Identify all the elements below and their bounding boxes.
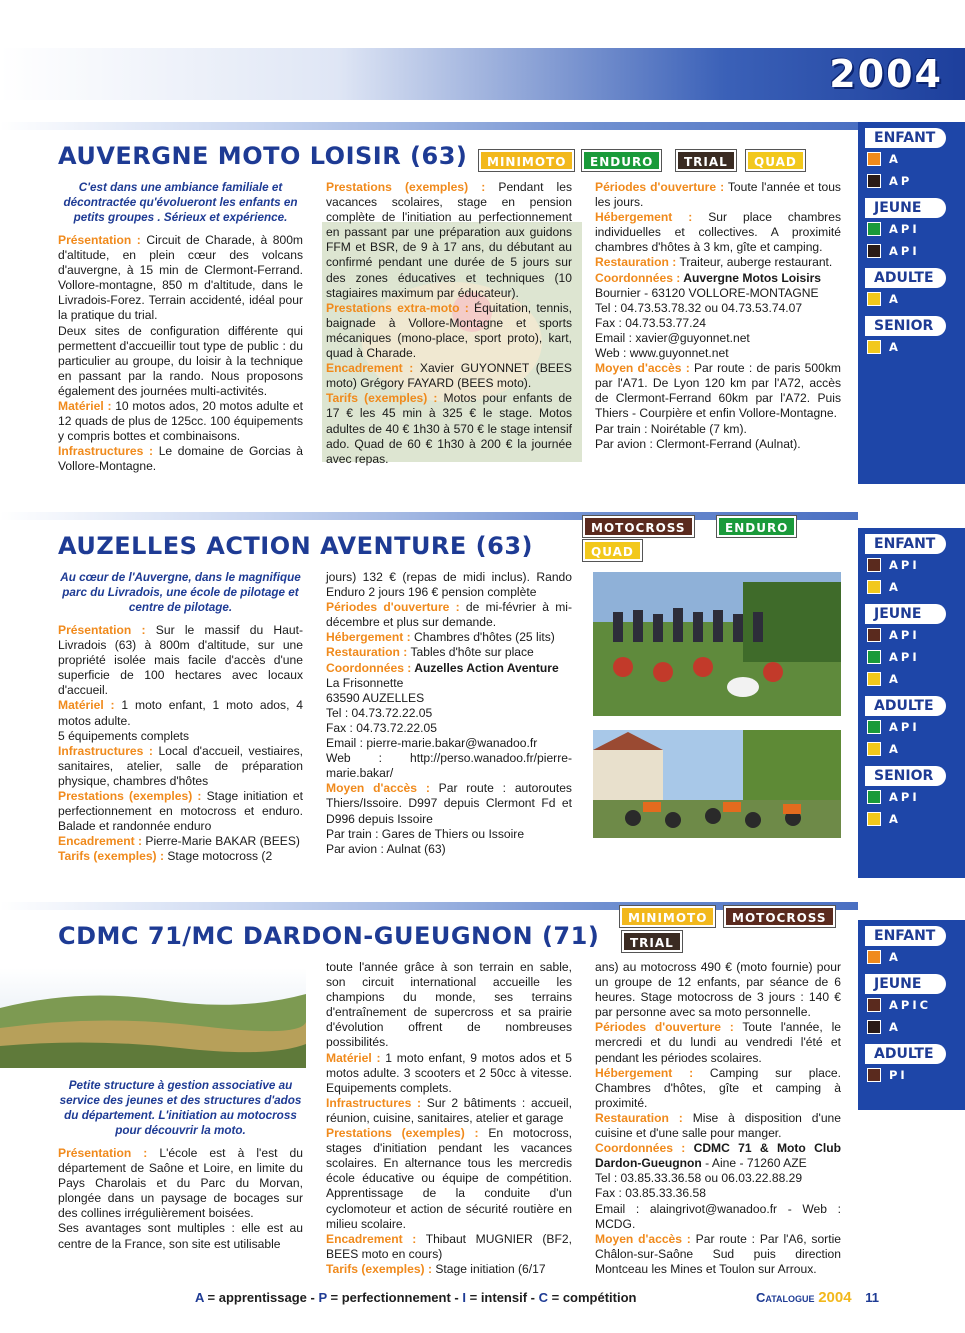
field-text: Fax : 04.73.72.22.05 (326, 720, 437, 735)
level-code: A (889, 950, 901, 964)
level-row (858, 554, 965, 576)
paragraph (595, 316, 841, 331)
field-label: Matériel : (326, 1050, 381, 1065)
paragraph (595, 180, 841, 210)
photo-group-riders (593, 572, 841, 716)
field-text: Par avion : Clermont-Ferrand (Aulnat). (595, 436, 801, 451)
paragraph (326, 180, 572, 301)
level-code: API (889, 628, 920, 642)
level-code: PI (889, 1068, 908, 1082)
level-row (858, 994, 965, 1016)
field-label: Tarifs (exemples) : (58, 849, 164, 864)
field-text: Par train : Gares de Thiers ou Issoire (326, 826, 525, 841)
paragraph (58, 789, 303, 834)
field-text: 5 équipements complets (58, 728, 190, 743)
paragraph (58, 698, 303, 728)
level-sidebar (858, 528, 965, 878)
level-code: A (889, 812, 901, 826)
paragraph (326, 676, 572, 691)
discipline-color-square (867, 672, 881, 686)
paragraph (595, 960, 841, 1020)
field-text: Thibaut MUGNIER (BF2, BEES moto en cours) (326, 1231, 572, 1261)
year-label: 2004 (829, 52, 943, 96)
field-text: 10 motos ados, 20 motos adulte et 12 quads de plus de 125cc. 100 équipements y compris bottes et combinaisons. (58, 399, 303, 444)
tag-minimoto: MINIMOTO (620, 906, 715, 927)
column-1 (58, 180, 303, 475)
field-label: Encadrement : (58, 834, 143, 849)
level-heading: SENIOR (865, 316, 946, 336)
field-text: Par route : autoroutes Thiers/Issoire. D997 depuis Clermont Fd et D996 depuis Issoire (326, 781, 572, 826)
year-band (0, 48, 965, 100)
field-text: Email : xavier@guyonnet.net (595, 330, 750, 345)
paragraph (58, 233, 303, 324)
level-row (858, 240, 965, 262)
level-code: A (889, 1020, 901, 1034)
level-code: A (889, 742, 901, 756)
paragraph (326, 645, 572, 660)
paragraph (326, 570, 572, 600)
column-2 (326, 570, 572, 857)
footer-legend: A = apprentissage - P = perfectionnement - I = intensif - C = compétition (195, 1290, 637, 1305)
paragraph (326, 361, 572, 391)
field-label: Tarifs (exemples) : (326, 391, 438, 406)
field-label: Infrastructures : (58, 444, 154, 459)
paragraph (326, 781, 572, 826)
discipline-color-square (867, 950, 881, 964)
field-label: Restauration : (326, 645, 408, 660)
tag-trial: TRIAL (676, 150, 736, 171)
field-text: Pendant les vacances scolaires, stage en pension complète de l'initiation au perfectionnement en passant par une préparation aux guidons FFM et BSR, de 9 à 17 ans, du débutant au confirmé pendant une durée de 5 jours sur des zones éducatives et techniques (10 stagiaires maximum par éducateur). (326, 180, 572, 300)
paragraph (58, 444, 303, 474)
field-text: Bournier - 63120 VOLLORE-MONTAGNE (595, 285, 819, 300)
field-text: Par avion : Aulnat (63) (326, 841, 446, 856)
field-text: Toute l'année, le mercredi et du lundi au vendredi l'été et pendant les périodes scolaires. (595, 1020, 841, 1065)
field-label: Périodes d'ouverture : (595, 1020, 734, 1035)
paragraph (58, 1221, 303, 1251)
field-text: Tel : 04.73.53.78.32 ou 04.73.53.74.07 (595, 300, 803, 315)
paragraph (595, 1171, 841, 1186)
paragraph (326, 706, 572, 721)
paragraph (595, 437, 841, 452)
field-strong: Auvergne Motos Loisirs (680, 270, 822, 285)
level-row (858, 624, 965, 646)
paragraph (595, 255, 841, 270)
level-code: API (889, 558, 920, 572)
field-text: Pierre-Marie BAKAR (BEES) (142, 834, 300, 849)
level-heading: ENFANT (865, 534, 946, 554)
field-text: Tel : 03.85.33.36.58 ou 06.03.22.88.29 (595, 1171, 803, 1186)
field-text: Par route : Par l'A6, sortie Châlon-sur-Saône Sud puis direction Montceau les Mines et Toulon sur Arroux. (595, 1231, 841, 1276)
field-label: Prestations (exemples) : (326, 1126, 479, 1141)
section-cdmc (0, 900, 965, 1276)
discipline-color-square (867, 720, 881, 734)
level-code: A (889, 340, 901, 354)
level-sidebar (858, 122, 965, 484)
paragraph (326, 1051, 572, 1096)
field-label: Encadrement : (326, 361, 414, 376)
level-row (858, 336, 965, 358)
discipline-color-square (867, 340, 881, 354)
level-heading: ADULTE (865, 696, 946, 716)
field-text: Ses avantages sont multiples : elle est au centre de la France, son site est utilisable (58, 1221, 303, 1251)
field-label: Prestations (exemples) : (326, 180, 486, 194)
column-1 (58, 570, 303, 865)
paragraph (326, 827, 572, 842)
level-row (858, 576, 965, 598)
field-label: Coordonnées : (595, 270, 681, 285)
field-text: Tables d'hôte sur place (407, 645, 534, 660)
field-label: Tarifs (exemples) : (326, 1261, 432, 1276)
field-text: Fax : 04.73.53.77.24 (595, 315, 706, 330)
level-row (858, 288, 965, 310)
field-text: 63590 AUZELLES (326, 690, 425, 705)
field-strong: Auzelles Action Aventure (411, 660, 559, 675)
paragraph (326, 960, 572, 1051)
paragraph (326, 630, 572, 645)
level-code: API (889, 720, 920, 734)
level-heading: ADULTE (865, 268, 946, 288)
section-title: AUVERGNE MOTO LOISIR (63) (58, 142, 468, 170)
field-label: Présentation : (58, 233, 141, 247)
level-code: A (889, 292, 901, 306)
paragraph (595, 210, 841, 255)
field-text: Sur place chambres individuelles et collectives. A proximité chambres d'hôtes à 3 km, gîte et camping. (595, 210, 841, 255)
field-label: Périodes d'ouverture : (595, 180, 725, 194)
field-text: Deux sites de configuration différente qui permettent d'accueillir tout type de public : du particulier au groupe, du loisir à la technique en passant par la rando. Nous proposons également des journées multi-activités. (58, 323, 303, 398)
field-text: Local d'accueil, vestiaires, sanitaires, atelier, salle de préparation physique, chambres d'hôtes (58, 743, 303, 788)
field-text: Xavier GUYONNET (BEES moto) Grégory FAYARD (BEES moto). (326, 361, 572, 391)
paragraph (58, 324, 303, 399)
level-code: A (889, 672, 901, 686)
field-text: En motocross, stages d'initiation pendant les vacances scolaires. En alternance tous les mercredis école éducative ou équipe de compétition. Apprentissage de la conduite d'un cyclomoteur et action de sécurité routière en milieu scolaire. (326, 1126, 572, 1231)
level-code: A (889, 580, 901, 594)
level-row (858, 668, 965, 690)
field-text: Tel : 04.73.72.22.05 (326, 705, 433, 720)
discipline-color-square (867, 580, 881, 594)
discipline-color-square (867, 812, 881, 826)
field-label: Hébergement : (595, 210, 693, 225)
tag-enduro: ENDURO (717, 516, 796, 537)
paragraph (326, 691, 572, 706)
discipline-color-square (867, 292, 881, 306)
paragraph (595, 1141, 841, 1171)
column-3 (595, 960, 841, 1277)
field-text: Sur 2 bâtiments : accueil, réunion, cuisine, sanitaires, atelier et garage (326, 1095, 572, 1125)
field-text: ans) au motocross 490 € (moto fournie) pour un groupe de 12 enfants, par séance de 6 heures. Stage motocross de 3 jours : 140 € par personne avec sa moto personnelle. (595, 960, 841, 1020)
field-text: Fax : 03.85.33.36.58 (595, 1186, 706, 1201)
level-row (858, 1064, 965, 1086)
paragraph (595, 301, 841, 316)
paragraph (326, 842, 572, 857)
tag-enduro: ENDURO (582, 150, 661, 171)
paragraph (595, 1020, 841, 1065)
field-label: Matériel : (58, 399, 112, 414)
field-label: Moyen d'accès : (595, 1231, 691, 1246)
field-text: Circuit de Charade, à 800m d'altitude, en plein cœur des volcans d'auvergne, à 15 min de Clermont-Ferrand. Vollore-montagne, 850 m d'altitude, dans le Livradois-Forez. Terrain accidenté, idéal pour la pratique du trial. (58, 233, 303, 323)
field-text: toute l'année grâce à son terrain en sable, son circuit international accueille les champions du monde, ses terrains d'entraînement de supercross et sa prairie d'évolution offrent de nombreuses possibilités. (326, 960, 572, 1050)
discipline-color-square (867, 790, 881, 804)
discipline-color-square (867, 152, 881, 166)
field-text: Stage initiation et perfectionnement en motocross et enduro. Balade et randonnée enduro (58, 789, 303, 834)
field-label: Matériel : (58, 698, 115, 713)
photo-landscape (0, 968, 306, 1068)
intro-text: Au cœur de l'Auvergne, dans le magnifique parc du Livradois, une école de pilotage et centre de pilotage. (60, 571, 301, 614)
field-strong: CDMC 71 & Moto Club Dardon-Gueugnon (595, 1141, 841, 1171)
photo-bikes-farmhouse (593, 730, 841, 838)
paragraph (326, 1096, 572, 1126)
discipline-color-square (867, 742, 881, 756)
field-text: Toute l'année et tous les jours. (595, 180, 841, 210)
column-3 (595, 180, 841, 452)
column-2 (326, 180, 572, 467)
paragraph (595, 361, 841, 421)
level-heading: JEUNE (865, 604, 946, 624)
paragraph (595, 286, 841, 301)
section-auzelles (0, 512, 965, 882)
paragraph (326, 1262, 572, 1277)
field-label: Présentation : (58, 1146, 148, 1160)
level-row (858, 646, 965, 668)
level-code: API (889, 790, 920, 804)
section-title: CDMC 71/MC DARDON-GUEUGNON (71) (58, 922, 600, 950)
paragraph (595, 1111, 841, 1141)
field-label: Moyen d'accès : (326, 781, 430, 796)
paragraph (595, 346, 841, 361)
level-row (858, 738, 965, 760)
field-text: Chambres d'hôtes (25 lits) (410, 630, 555, 645)
level-row (858, 148, 965, 170)
footer-catalogue: Catalogue 2004 11 (756, 1289, 879, 1306)
paragraph (595, 1186, 841, 1201)
field-text: 1 moto enfant, 9 motos ados et 5 motos adulte. 3 scooters et 2 50cc à vitesse. Equipements complets. (326, 1050, 572, 1095)
discipline-color-square (867, 244, 881, 258)
paragraph (326, 391, 572, 466)
column-1 (58, 1078, 303, 1252)
level-heading: ENFANT (865, 926, 946, 946)
section-divider (0, 122, 858, 130)
level-row (858, 946, 965, 968)
field-text: Camping sur place. Chambres d'hôtes, gîte et camping à proximité. (595, 1065, 841, 1110)
level-code: A (889, 152, 901, 166)
level-row (858, 1016, 965, 1038)
level-heading: JEUNE (865, 198, 946, 218)
field-label: Coordonnées : (595, 1141, 686, 1156)
field-text: Sur le massif du Haut-Livradois (63) à 800m d'altitude, sur une propriété isolée mais facile d'accès d'une superficie de 100 hectares avec locaux d'accueil. (58, 623, 303, 698)
paragraph (58, 729, 303, 744)
field-text: Email : pierre-marie.bakar@wanadoo.fr (326, 736, 538, 751)
level-sidebar (858, 920, 965, 1110)
level-code: AP (889, 174, 913, 188)
level-heading: SENIOR (865, 766, 946, 786)
field-text: de mi-février à mi-décembre et plus sur demande. (326, 600, 572, 630)
field-text: La Frisonnette (326, 675, 404, 690)
tag-minimoto: MINIMOTO (479, 150, 574, 171)
discipline-color-square (867, 650, 881, 664)
paragraph (326, 1126, 572, 1232)
level-code: API (889, 650, 920, 664)
field-label: Prestations (exemples) : (58, 789, 202, 804)
field-label: Restauration : (595, 255, 677, 270)
field-text: jours) 132 € (repas de midi inclus). Rando Enduro 2 jours 196 € pension complète (326, 570, 572, 600)
paragraph (58, 744, 303, 789)
paragraph (58, 1146, 303, 1221)
field-text: Par route : de paris 500km par l'A71. De Lyon 120 km par l'A72, accès de Clermont-Ferrand 60km par l'A72. Puis Thiers - Courpière et enfin Vollore-Montagne. (595, 361, 841, 421)
paragraph (595, 271, 841, 286)
discipline-color-square (867, 628, 881, 642)
paragraph (595, 1066, 841, 1111)
paragraph (595, 331, 841, 346)
paragraph (595, 422, 841, 437)
field-label: Hébergement : (595, 1065, 694, 1080)
tag-trial: TRIAL (622, 931, 682, 952)
field-label: Périodes d'ouverture : (326, 600, 460, 615)
tag-quad: QUAD (583, 540, 642, 561)
field-text: Mise à disposition d'une cuisine et d'une salle pour manger. (595, 1110, 842, 1141)
field-text: Stage initiation (6/17 (431, 1261, 546, 1276)
paragraph (595, 1202, 841, 1232)
discipline-color-square (867, 1068, 881, 1082)
tag-motocross: MOTOCROSS (724, 906, 835, 927)
field-label: Présentation : (58, 623, 146, 637)
field-label: Restauration : (595, 1110, 683, 1125)
intro-text: Petite structure à gestion associative au service des jeunes et des structures d'ados du département. L'initiation au motocross pour découvrir la moto. (59, 1079, 302, 1137)
paragraph (58, 623, 303, 698)
level-heading: JEUNE (865, 974, 946, 994)
field-text: Web : http://perso.wanadoo.fr/pierre-marie.bakar/ (326, 751, 572, 781)
field-text: Traiteur, auberge restaurant. (676, 255, 833, 270)
field-label: Infrastructures : (58, 743, 153, 758)
level-code: APIC (889, 998, 932, 1012)
field-text: Le domaine de Gorcias à Vollore-Montagne. (58, 444, 303, 474)
paragraph (326, 301, 572, 361)
level-heading: ENFANT (865, 128, 946, 148)
field-label: Encadrement : (326, 1231, 417, 1246)
discipline-color-square (867, 998, 881, 1012)
discipline-color-square (867, 1020, 881, 1034)
paragraph (326, 736, 572, 751)
paragraph (326, 600, 572, 630)
field-label: Coordonnées : (326, 660, 412, 675)
field-label: Hébergement : (326, 630, 411, 645)
field-text: Motos pour enfants de 17 € les 45 min à 325 € le stage. Motos adultes de 40 € 1h30 à 570 € le stage intensif ado. Quad de 60 € 1h30 à 200 € la journée avec repas. (326, 391, 573, 466)
paragraph (595, 1232, 841, 1277)
level-code: API (889, 244, 920, 258)
level-heading: ADULTE (865, 1044, 946, 1064)
field-text: L'école est à l'est du département de Saône et Loire, en limite du Pays Charolais et du Parc du Morvan, plongée dans un paysage de bocages sur des collines irrégulièrement boisées. (58, 1146, 303, 1221)
paragraph (326, 721, 572, 736)
level-row (858, 218, 965, 240)
field-label: Moyen d'accès : (595, 361, 690, 376)
paragraph (58, 849, 303, 864)
paragraph (326, 1232, 572, 1262)
discipline-color-square (867, 174, 881, 188)
column-2 (326, 960, 572, 1277)
paragraph (58, 399, 303, 444)
level-row (858, 170, 965, 192)
intro-text: C'est dans une ambiance familiale et décontractée qu'évolueront les enfants en petits groupes . Sérieux et expérience. (63, 181, 298, 224)
section-title: AUZELLES ACTION AVENTURE (63) (58, 532, 533, 560)
field-text: Web : www.guyonnet.net (595, 346, 729, 361)
field-text: 1 moto enfant, 1 moto ados, 4 motos adulte. (58, 698, 303, 728)
field-label: Prestations extra-moto : (326, 300, 469, 315)
discipline-color-square (867, 222, 881, 236)
section-auvergne (0, 122, 965, 490)
tag-motocross: MOTOCROSS (583, 516, 694, 537)
field-text: Stage motocross (2 (163, 849, 273, 864)
level-row (858, 716, 965, 738)
page-number: 11 (865, 1290, 879, 1305)
level-row (858, 808, 965, 830)
field-label: Infrastructures : (326, 1095, 422, 1110)
paragraph (58, 834, 303, 849)
field-text: Par train : Noirétable (7 km). (595, 421, 747, 436)
field-text: Équitation, tennis, baignade à Vollore-Montagne et sports mécaniques (mono-place, sport proto), kart, quad à Charade. (326, 300, 572, 361)
paragraph (326, 661, 572, 676)
field-text: Email : alaingrivot@wanadoo.fr - Web : MCDG. (595, 1201, 841, 1231)
field-text: - Aine - 71260 AZE (701, 1156, 807, 1171)
level-code: API (889, 222, 920, 236)
level-row (858, 786, 965, 808)
paragraph (326, 751, 572, 781)
discipline-color-square (867, 558, 881, 572)
tag-quad: QUAD (746, 150, 805, 171)
